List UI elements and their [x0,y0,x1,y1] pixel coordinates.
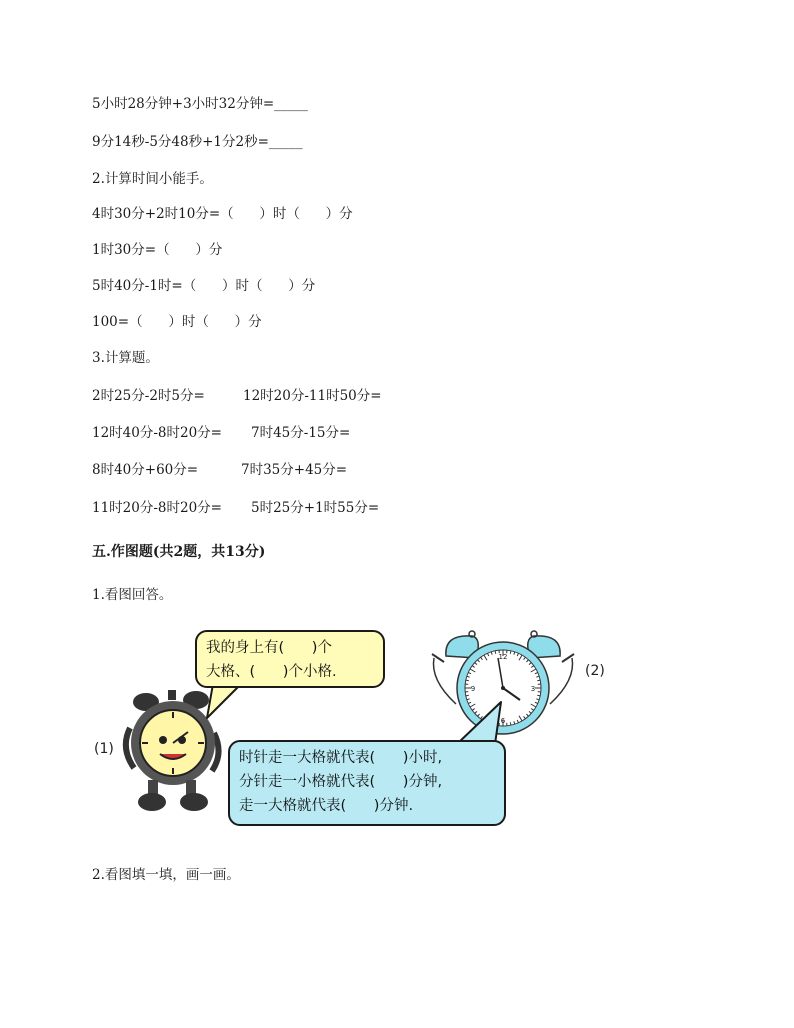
figure-label-1: (1) [94,741,114,757]
problem-line: 11时20分-8时20分= [92,500,222,516]
problem-line: 5时25分+1时55分= [251,500,380,516]
problem-line: 9分14秒-5分48秒+1分2秒=_____ [92,134,303,150]
problem-line: 5小时28分钟+3小时32分钟=_____ [92,96,308,112]
svg-text:6: 6 [500,717,506,725]
speech-bubble-2: 时针走一大格就代表( )小时, 分针走一小格就代表( )分钟, 走一大格就代表( )分钟. [228,740,506,826]
problem-line: 5时40分-1时=（ ）时（ ）分 [92,278,316,294]
section-heading: 五.作图题(共2题，共13分) [92,544,266,560]
speech-bubble-1: 我的身上有( )个 大格、( )个小格. [195,630,385,688]
question-heading: 2.计算时间小能手。 [92,171,213,187]
svg-text:9: 9 [470,685,476,693]
question-heading: 3.计算题。 [92,350,159,366]
clock-tick [537,695,540,696]
problem-line: 100=（ ）时（ ）分 [92,314,262,330]
clock-tick [466,695,469,696]
clock-tick [510,651,511,654]
problem-line: 7时35分+45分= [241,462,348,478]
figure-label-2: (2) [585,663,605,679]
question-heading: 2.看图填一填，画一画。 [92,867,240,883]
clock-tick [537,680,540,681]
problem-line: 12时20分-11时50分= [243,388,382,404]
problem-line: 1时30分=（ ）分 [92,242,223,258]
problem-line: 12时40分-8时20分= [92,425,222,441]
svg-text:12: 12 [498,653,508,661]
question-heading: 1.看图回答。 [92,587,173,603]
svg-text:3: 3 [530,685,536,693]
clock-tick [495,651,496,654]
problem-line: 2时25分-2时5分= [92,388,205,404]
clock-tick [466,680,469,681]
problem-line: 4时30分+2时10分=（ ）时（ ）分 [92,206,353,222]
problem-line: 7时45分-15分= [251,425,351,441]
speech-pointer [205,682,255,722]
problem-line: 8时40分+60分= [92,462,199,478]
